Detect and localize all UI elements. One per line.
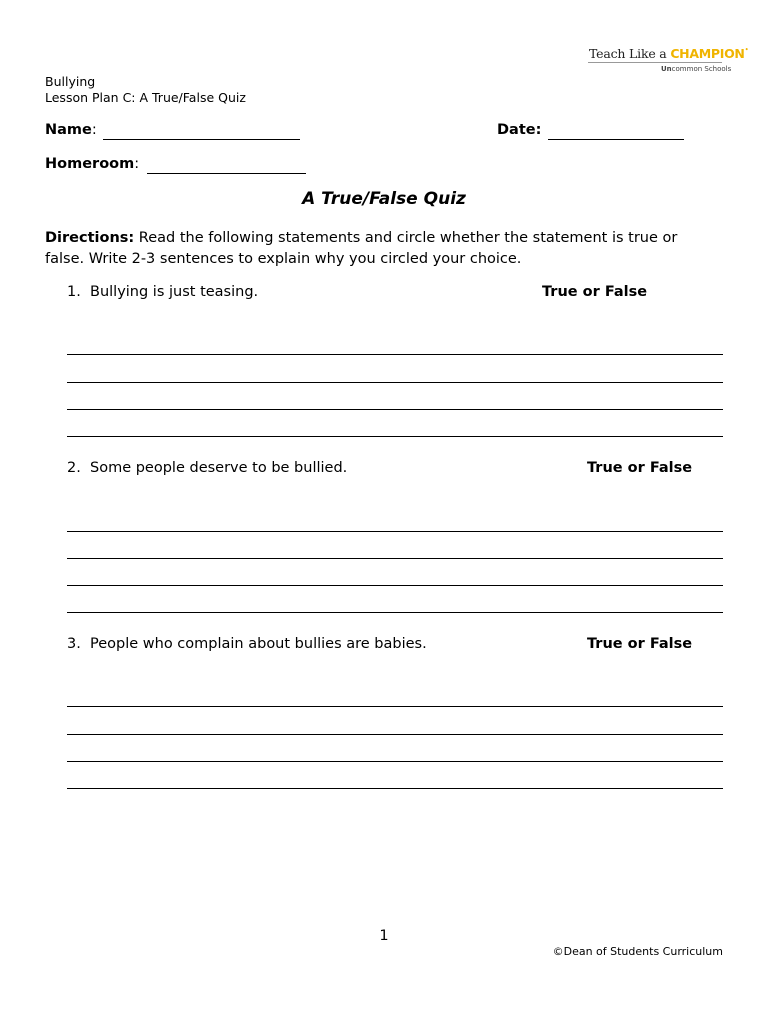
homeroom-field-label bbox=[45, 156, 139, 172]
answer-line[interactable] bbox=[67, 531, 723, 532]
question-1-choice[interactable]: True or False bbox=[542, 284, 648, 300]
question-2-text: Some people deserve to be bullied. bbox=[90, 460, 348, 476]
name-field-label bbox=[45, 122, 97, 138]
logo-subtitle bbox=[661, 65, 731, 73]
answer-line[interactable] bbox=[67, 706, 723, 707]
directions-text: Read the following statements and circle whether the statement is true or false. Write 2-3 sentences to explain why you circled your choice. bbox=[45, 230, 678, 267]
answer-line[interactable] bbox=[67, 585, 723, 586]
answer-line[interactable] bbox=[67, 382, 723, 383]
logo-rule bbox=[588, 62, 722, 63]
homeroom-blank[interactable] bbox=[147, 173, 306, 174]
answer-line[interactable] bbox=[67, 761, 723, 762]
question-3-text: People who complain about bullies are babies. bbox=[90, 636, 427, 652]
date-blank[interactable] bbox=[548, 139, 684, 140]
directions-label: Directions: bbox=[45, 230, 135, 246]
directions bbox=[45, 228, 720, 270]
page-number: 1 bbox=[379, 928, 389, 944]
answer-line[interactable] bbox=[67, 788, 723, 789]
name-blank[interactable] bbox=[103, 139, 300, 140]
logo-emphasis: CHAMPION bbox=[670, 46, 745, 61]
brand-logo bbox=[588, 44, 749, 76]
question-2-choice[interactable]: True or False bbox=[587, 460, 693, 476]
answer-line[interactable] bbox=[67, 558, 723, 559]
date-label: Date: bbox=[497, 122, 542, 138]
name-colon: : bbox=[91, 122, 97, 138]
lesson-label: Lesson Plan C: A True/False Quiz bbox=[45, 90, 246, 105]
logo-prefix: Teach Like a bbox=[589, 46, 671, 61]
homeroom-label: Homeroom bbox=[45, 156, 135, 172]
name-label: Name bbox=[45, 122, 92, 138]
question-1-number: 1. bbox=[67, 284, 81, 300]
page-title: A True/False Quiz bbox=[302, 189, 466, 209]
logo-sub-rest: common Schools bbox=[671, 65, 732, 73]
question-2-number: 2. bbox=[67, 460, 81, 476]
logo-wordmark bbox=[589, 46, 749, 61]
answer-line[interactable] bbox=[67, 436, 723, 437]
answer-line[interactable] bbox=[67, 409, 723, 410]
copyright-notice: ©Dean of Students Curriculum bbox=[552, 945, 723, 958]
logo-mark: • bbox=[744, 46, 749, 54]
answer-line[interactable] bbox=[67, 734, 723, 735]
logo-sub-bold: Un bbox=[661, 65, 672, 73]
question-1-text: Bullying is just teasing. bbox=[90, 284, 259, 300]
subject-label: Bullying bbox=[45, 74, 96, 89]
homeroom-colon: : bbox=[134, 156, 140, 172]
question-3-number: 3. bbox=[67, 636, 81, 652]
answer-line[interactable] bbox=[67, 354, 723, 355]
answer-line[interactable] bbox=[67, 612, 723, 613]
question-3-choice[interactable]: True or False bbox=[587, 636, 693, 652]
